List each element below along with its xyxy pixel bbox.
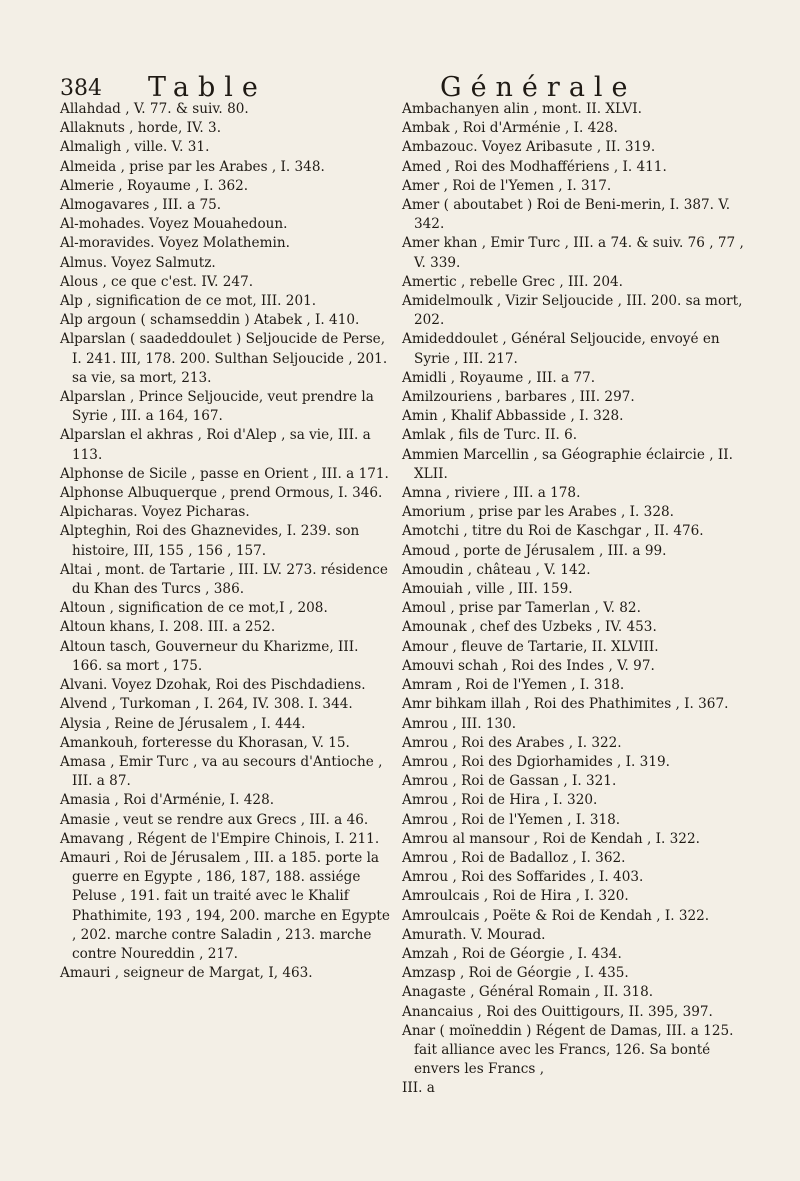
index-entry: Amoudin , château , V. 142. — [402, 561, 591, 578]
index-entry: Altoun tasch, Gouverneur du Kharizme, III. 166. sa mort , 175. — [60, 638, 359, 674]
index-entry: Amasie , veut se rendre aux Grecs , III. a 46. — [60, 811, 369, 828]
index-entry: Almaligh , ville. V. 31. — [60, 139, 210, 156]
index-entry: III. a — [402, 1080, 435, 1097]
index-entry: Alphonse de Sicile , passe en Orient , III. a 171. — [60, 465, 389, 482]
running-title-right: Générale — [440, 72, 637, 103]
index-entry: Amauri , seigneur de Margat, I, 463. — [60, 965, 313, 982]
index-entry: Amrou , III. 130. — [402, 715, 517, 732]
index-entry: Almus. Voyez Salmutz. — [60, 254, 216, 271]
index-entry: Alous , ce que c'est. IV. 247. — [60, 273, 254, 290]
index-entry: Amroulcais , Poëte & Roi de Kendah , I. 322. — [402, 907, 710, 924]
index-entry: Amurath. V. Mourad. — [402, 926, 546, 943]
index-entry: Almerie , Royaume , I. 362. — [60, 177, 249, 194]
index-entry: Alphonse Albuquerque , prend Ormous, I. 346. — [60, 485, 383, 502]
index-entry: Ambachanyen alin , mont. II. XLVI. — [402, 101, 642, 117]
index-entry: Amed , Roi des Modhaffériens , I. 411. — [402, 158, 667, 175]
index-entry: Amrou , Roi des Arabes , I. 322. — [402, 734, 622, 751]
index-entry: Amidelmoulk , Vizir Seljoucide , III. 200. sa mort, 202. — [402, 293, 743, 329]
index-entry: Amankouh, forteresse du Khorasan, V. 15. — [60, 734, 350, 751]
index-entry: Amroulcais , Roi de Hira , I. 320. — [402, 888, 629, 905]
index-entry: Anancaius , Roi des Ouittigours, II. 395, 397. — [402, 1003, 713, 1020]
index-entry: Amouiah , ville , III. 159. — [402, 581, 573, 598]
index-entry: Amrou , Roi de Badalloz , I. 362. — [402, 849, 626, 866]
index-entry: Altoun , signification de ce mot,I , 208. — [60, 600, 328, 617]
index-entry: Amzah , Roi de Géorgie , I. 434. — [402, 945, 622, 962]
index-entry: Amoul , prise par Tamerlan , V. 82. — [402, 600, 641, 617]
index-entry: Amauri , Roi de Jérusalem , III. a 185. porte la guerre en Egypte , 186, 187, 188. assiége Peluse , 191. fait un traité avec le Khalif Phathimite, 193 , 194, 200. marche en Egypte , 202. marche contre Saladin , 213. marche contre Noureddin , 217. — [60, 849, 390, 962]
index-entry: Amotchi , titre du Roi de Kaschgar , II. 476. — [402, 523, 704, 540]
running-title-left: Table — [148, 72, 267, 103]
index-entry: Amouvi schah , Roi des Indes , V. 97. — [402, 657, 655, 674]
index-entry: Alp , signification de ce mot, III. 201. — [60, 293, 317, 310]
index-entry: Amideddoulet , Général Seljoucide, envoyé en Syrie , III. 217. — [402, 331, 720, 367]
index-entry: Amrou , Roi des Soffarides , I. 403. — [402, 869, 644, 886]
index-entry: Alpteghin, Roi des Ghaznevides, I. 239. son histoire, III, 155 , 156 , 157. — [60, 523, 360, 559]
index-entry: Amram , Roi de l'Yemen , I. 318. — [402, 677, 625, 694]
index-entry: Amlak , fils de Turc. II. 6. — [402, 427, 578, 444]
index-entry: Amrou al mansour , Roi de Kendah , I. 322. — [402, 830, 700, 847]
index-entry: Amasia , Roi d'Arménie, I. 428. — [60, 792, 275, 809]
index-entry: Amavang , Régent de l'Empire Chinois, I. 211. — [60, 830, 380, 847]
index-entry: Alparslan , Prince Seljoucide, veut prendre la Syrie , III. a 164, 167. — [60, 389, 374, 425]
index-entry: Amer khan , Emir Turc , III. a 74. & suiv. 76 , 77 , V. 339. — [402, 235, 744, 271]
index-entry: Alparslan el akhras , Roi d'Alep , sa vie, III. a 113. — [60, 427, 371, 463]
index-entry: Ambazouc. Voyez Aribasute , II. 319. — [402, 139, 656, 156]
index-entry: Amorium , prise par les Arabes , I. 328. — [402, 504, 674, 521]
index-entry: Amr bihkam illah , Roi des Phathimites , I. 367. — [402, 696, 729, 713]
index-entry: Alvani. Voyez Dzohak, Roi des Pischdadiens. — [60, 677, 366, 694]
index-entry: Amrou , Roi des Dgiorhamides , I. 319. — [402, 753, 670, 770]
index-entry: Altai , mont. de Tartarie , III. LV. 273. résidence du Khan des Turcs , 386. — [60, 561, 388, 598]
index-entry: Amrou , Roi de Gassan , I. 321. — [402, 773, 617, 790]
index-entry: Amrou , Roi de l'Yemen , I. 318. — [402, 811, 621, 828]
index-entry: Amin , Khalif Abbasside , I. 328. — [402, 408, 624, 425]
index-entry: Anagaste , Général Romain , II. 318. — [402, 984, 654, 1001]
index-entry: Ammien Marcellin , sa Géographie éclaircie , II. XLII. — [402, 446, 733, 482]
index-entry: Amer , Roi de l'Yemen , I. 317. — [402, 177, 612, 194]
index-entry: Alysia , Reine de Jérusalem , I. 444. — [60, 715, 306, 732]
index-entry: Amidli , Royaume , III. a 77. — [402, 369, 596, 386]
index-entry: Amoud , porte de Jérusalem , III. a 99. — [402, 542, 667, 559]
index-entry: Amna , riviere , III. a 178. — [402, 485, 581, 502]
index-entry: Anar ( moïneddin ) Régent de Damas, III. a 125. fait alliance avec les Francs, 126. Sa bonté envers les Francs , — [402, 1022, 734, 1078]
index-column-left — [60, 100, 390, 983]
index-entry: Amilzouriens , barbares , III. 297. — [402, 389, 635, 406]
index-entry: Al-moravides. Voyez Molathemin. — [60, 235, 290, 252]
index-entry: Almeida , prise par les Arabes , I. 348. — [60, 158, 325, 175]
index-entry: Amasa , Emir Turc , va au secours d'Antioche , III. a 87. — [60, 753, 383, 790]
index-entry: Amounak , chef des Uzbeks , IV. 453. — [402, 619, 657, 636]
index-entry: Alpicharas. Voyez Picharas. — [60, 504, 250, 521]
index-entry: Allahdad , V. 77. & suiv. 80. — [60, 101, 249, 117]
index-entry: Amrou , Roi de Hira , I. 320. — [402, 792, 598, 809]
index-entry: Altoun khans, I. 208. III. a 252. — [60, 619, 276, 636]
page-number: 384 — [60, 76, 102, 101]
index-entry: Alparslan ( saadeddoulet ) Seljoucide de Perse, I. 241. III, 178. 200. Sulthan Seljoucide , 201. sa vie, sa mort, 213. — [60, 331, 388, 386]
index-entry: Alvend , Turkoman , I. 264, IV. 308. I. 344. — [60, 696, 353, 713]
index-entry: Ambak , Roi d'Arménie , I. 428. — [402, 120, 618, 137]
index-entry: Allaknuts , horde, IV. 3. — [60, 120, 222, 137]
index-column-right — [402, 100, 747, 1099]
index-entry: Amour , fleuve de Tartarie, II. XLVIII. — [402, 638, 659, 655]
index-entry: Al-mohades. Voyez Mouahedoun. — [60, 216, 288, 233]
index-entry: Amzasp , Roi de Géorgie , I. 435. — [402, 965, 629, 982]
index-entry: Amer ( aboutabet ) Roi de Beni-merin, I. 387. V. 342. — [402, 197, 731, 233]
index-entry: Almogavares , III. a 75. — [60, 197, 222, 214]
index-entry: Amertic , rebelle Grec , III. 204. — [402, 273, 623, 290]
index-entry: Alp argoun ( schamseddin ) Atabek , I. 410. — [60, 312, 360, 329]
